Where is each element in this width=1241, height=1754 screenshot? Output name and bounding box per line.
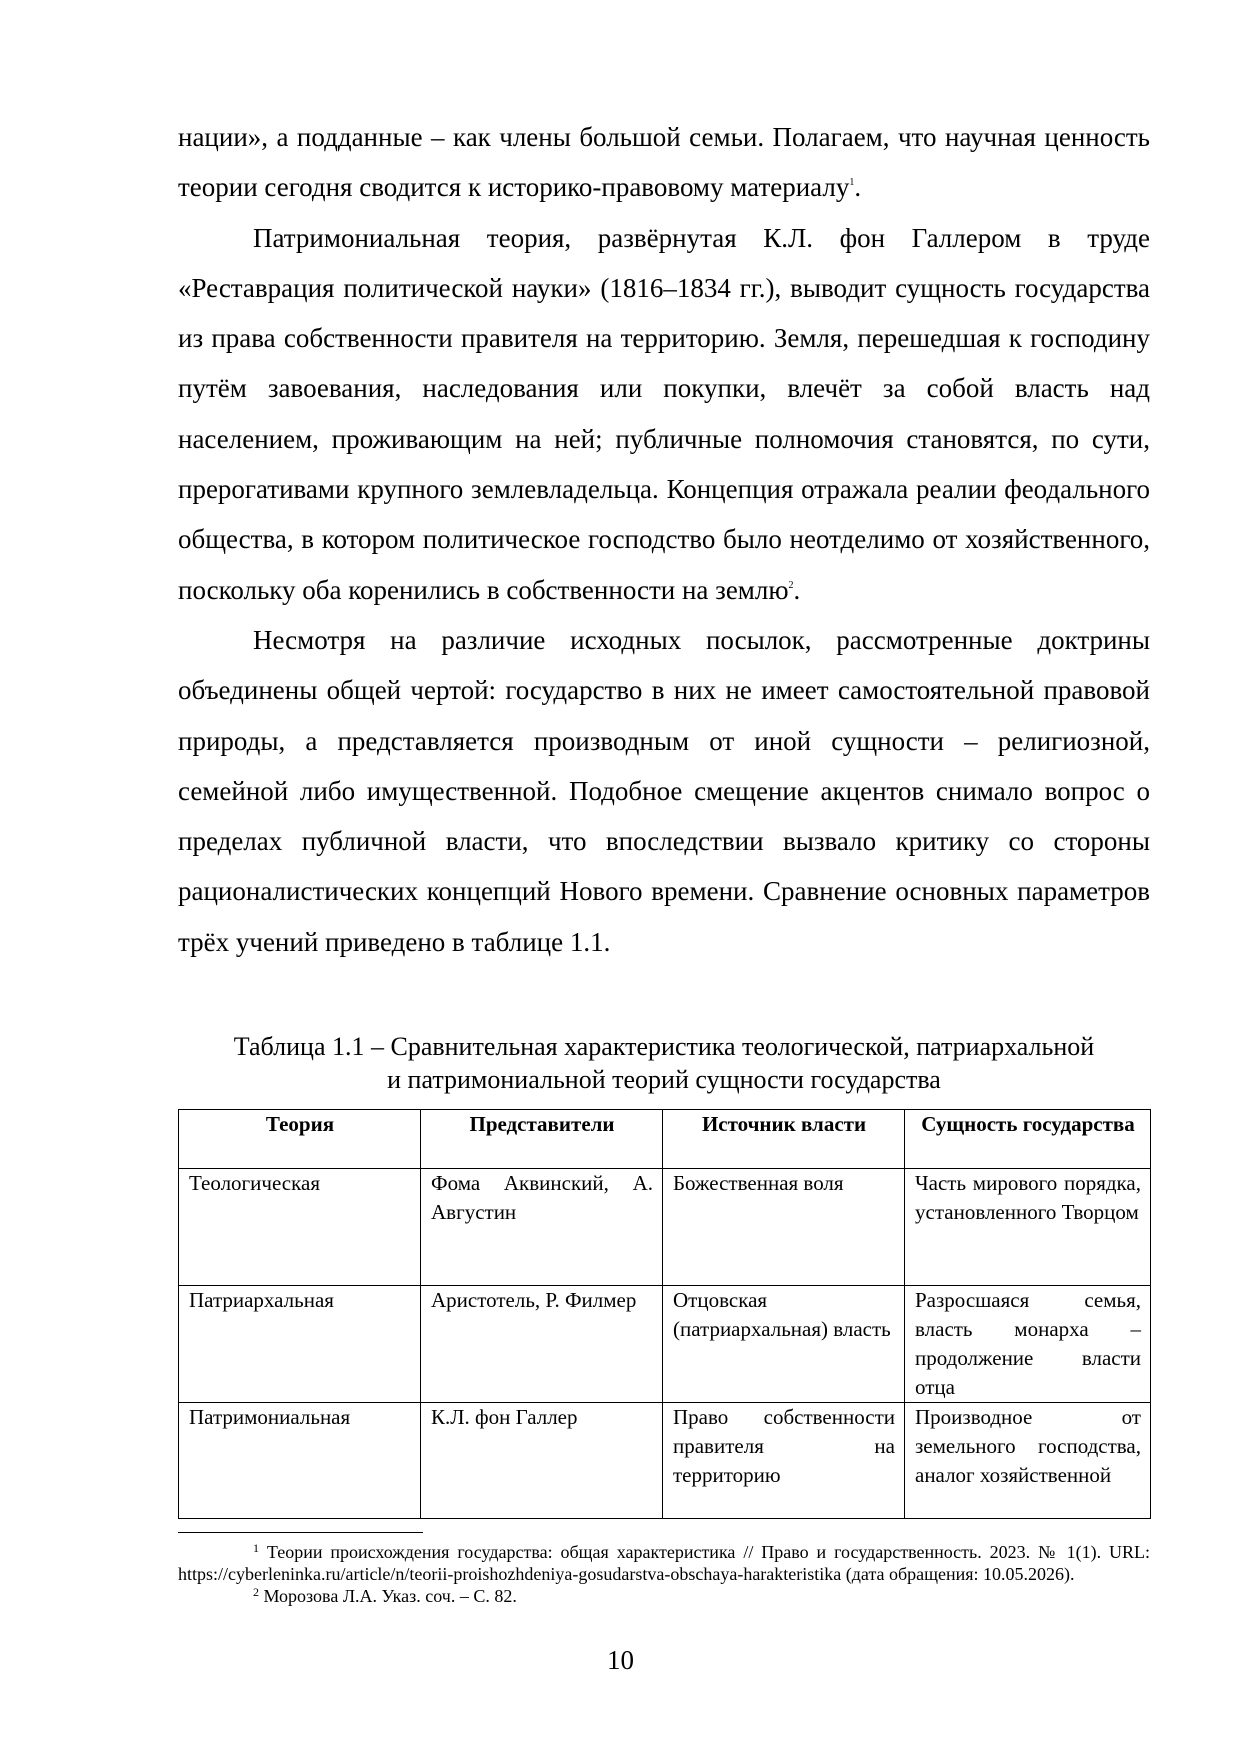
table-caption-line-1: Таблица 1.1 – Сравнительная характеристика теологической, патриархальной <box>233 1032 1095 1061</box>
header-representatives: Представители <box>421 1110 663 1169</box>
table-cell: Теологическая <box>179 1169 421 1286</box>
paragraph-2-end: . <box>793 574 801 605</box>
footnotes <box>178 1541 1150 1607</box>
paragraph-2 <box>178 213 1150 615</box>
table-cell: Разросшаяся семья, власть монарха – продолжение власти отца <box>905 1286 1151 1403</box>
table-cell: Право собственности правителя на территорию <box>663 1403 905 1519</box>
paragraph-1-end: . <box>854 172 862 203</box>
header-source-of-power: Источник власти <box>663 1110 905 1169</box>
table-header-row <box>179 1110 1151 1169</box>
table-cell: Отцовская (патриархальная) власть <box>663 1286 905 1403</box>
table-cell: Часть мирового порядка, установленного Творцом <box>905 1169 1151 1286</box>
paragraph-1-text: нации», а подданные – как члены большой семьи. Полагаем, что научная ценность теории сегодня сводится к историко-правовому материалу <box>178 122 1150 203</box>
table-row <box>179 1286 1151 1403</box>
footnote-ref-1[interactable]: 1 <box>849 177 855 189</box>
table-cell: Патримониальная <box>179 1403 421 1519</box>
footnote-ref-2[interactable]: 2 <box>788 579 794 591</box>
table-row <box>179 1169 1151 1286</box>
footnote-2 <box>178 1585 1150 1607</box>
paragraph-3: Несмотря на различие исходных посылок, рассмотренные доктрины объединены общей чертой: государство в них не имеет самостоятельной правовой природы, а представляется производным от иной сущности – религиозной, семейной либо имущественной. Подобное смещение акцентов снимало вопрос о пределах публичной власти, что впоследствии вызвало критику со стороны рационалистических концепций Нового времени. Сравнение основных параметров трёх учений приведено в таблице 1.1. <box>178 624 1150 957</box>
table-cell: Производное от земельного господства, аналог хозяйственной <box>905 1403 1151 1519</box>
table-caption <box>178 1030 1150 1096</box>
footnote-1-text: Теории происхождения государства: общая характеристика // Право и государственность. 2023. № 1(1). URL: https://cyberleninka.ru/article/n/teorii-proishozhdeniya-gosudarstva-obschaya-harakteristika (дата обращения: 10.05.2026). <box>178 1542 1150 1584</box>
paragraph-1 <box>178 112 1150 213</box>
page-number: 10 <box>607 1645 634 1675</box>
table-cell: Фома Аквинский, А. Августин <box>421 1169 663 1286</box>
header-theory: Теория <box>179 1110 421 1169</box>
table-cell: К.Л. фон Галлер <box>421 1403 663 1519</box>
footnote-1-number: 1 <box>253 1541 259 1555</box>
table-cell: Патриархальная <box>179 1286 421 1403</box>
table-cell: Божественная воля <box>663 1169 905 1286</box>
table-caption-line-2: и патримониальной теорий сущности государства <box>387 1065 941 1094</box>
table-cell: Аристотель, Р. Филмер <box>421 1286 663 1403</box>
comparison-table <box>178 1109 1151 1519</box>
paragraph-2-text: Патримониальная теория, развёрнутая К.Л. фон Галлером в труде «Реставрация политической науки» (1816–1834 гг.), выводит сущность государства из права собственности правителя на территорию. Земля, перешедшая к господину путём завоевания, наследования или покупки, влечёт за собой власть над населением, проживающим на ней; публичные полномочия становятся, по сути, прерогативами крупного землевладельца. Концепция отражала реалии феодального общества, в котором политическое господство было неотделимо от хозяйственного, поскольку оба коренились в собственности на землю <box>178 222 1150 605</box>
table-row <box>179 1403 1151 1519</box>
footnote-2-text: Морозова Л.А. Указ. соч. – С. 82. <box>263 1586 517 1606</box>
footnote-separator <box>178 1532 423 1533</box>
header-essence-of-state: Сущность государства <box>905 1110 1151 1169</box>
footnote-2-number: 2 <box>253 1585 259 1599</box>
footnote-1 <box>178 1541 1150 1585</box>
body-text <box>178 112 1150 967</box>
